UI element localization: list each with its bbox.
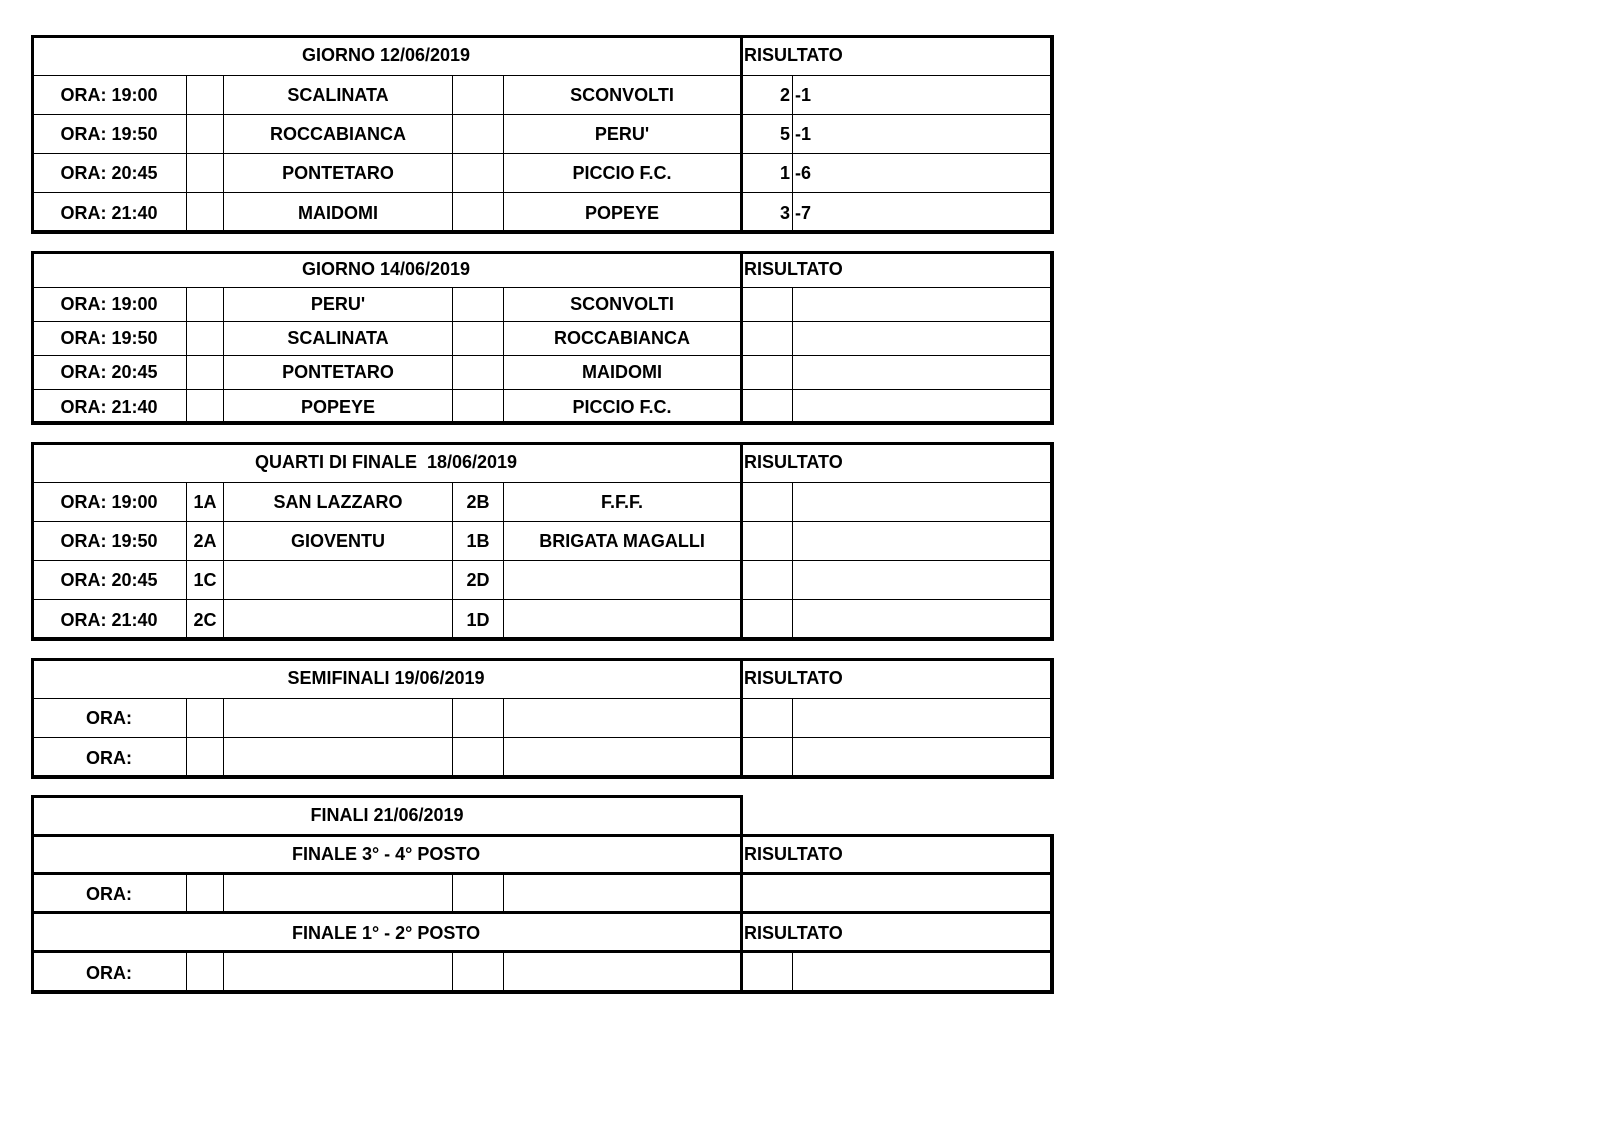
score-away (793, 699, 1054, 738)
match-time: ORA: 20:45 (32, 154, 187, 193)
score-away (793, 600, 1054, 641)
section-finals (31, 795, 1053, 993)
first-place-title: FINALE 1° - 2° POSTO (32, 914, 741, 953)
match-row (32, 522, 1054, 561)
away-team: F.F.F. (504, 483, 741, 522)
match-time: ORA: 21:40 (32, 600, 187, 641)
home-team: ROCCABIANCA (224, 115, 453, 154)
schedule-table (31, 35, 1054, 234)
home-seed (187, 193, 224, 234)
match-row (32, 76, 1054, 115)
match-time: ORA: (32, 699, 187, 738)
match-time: ORA: 21:40 (32, 193, 187, 234)
home-seed (187, 356, 224, 390)
home-seed: 1A (187, 483, 224, 522)
finals-title-table (31, 795, 743, 836)
match-time: ORA: (32, 738, 187, 779)
away-seed (453, 356, 504, 390)
match-time: ORA: 19:00 (32, 288, 187, 322)
result-header: RISULTATO (741, 835, 1054, 875)
score-home (741, 561, 793, 600)
home-seed (187, 76, 224, 115)
score-away (793, 356, 1054, 390)
match-row (32, 288, 1054, 322)
section-title: QUARTI DI FINALE 18/06/2019 (32, 443, 741, 483)
match-time: ORA: 19:50 (32, 115, 187, 154)
schedule-table (31, 442, 1054, 641)
score-away: -6 (793, 154, 1054, 193)
score-away (793, 561, 1054, 600)
schedule-table (31, 251, 1054, 425)
away-team (504, 738, 741, 779)
away-seed (453, 154, 504, 193)
score-away (793, 738, 1054, 779)
away-team: ROCCABIANCA (504, 322, 741, 356)
home-seed: 2A (187, 522, 224, 561)
away-team (504, 561, 741, 600)
home-team (224, 699, 453, 738)
away-team (504, 600, 741, 641)
result-header: RISULTATO (741, 914, 1054, 953)
score-away: -7 (793, 193, 1054, 234)
score-home (741, 356, 793, 390)
score-home (741, 699, 793, 738)
match-row (32, 390, 1054, 425)
home-team: PONTETARO (224, 154, 453, 193)
home-seed (187, 115, 224, 154)
section-giorno-12 (31, 35, 1053, 233)
away-team (504, 699, 741, 738)
away-seed: 2D (453, 561, 504, 600)
score-away: -1 (793, 115, 1054, 154)
score-home: 1 (741, 154, 793, 193)
match-row (32, 115, 1054, 154)
score-away (793, 953, 1054, 994)
home-team: SAN LAZZARO (224, 483, 453, 522)
match-row (32, 154, 1054, 193)
away-team: POPEYE (504, 193, 741, 234)
score-home: 2 (741, 76, 793, 115)
score-home (741, 738, 793, 779)
home-team (224, 875, 453, 914)
away-team: MAIDOMI (504, 356, 741, 390)
away-team (504, 875, 741, 914)
match-time: ORA: 19:50 (32, 522, 187, 561)
away-team: SCONVOLTI (504, 288, 741, 322)
match-row (32, 953, 1054, 994)
home-team: PERU' (224, 288, 453, 322)
score-home (741, 522, 793, 561)
section-title: GIORNO 12/06/2019 (32, 36, 741, 76)
section-title: SEMIFINALI 19/06/2019 (32, 659, 741, 699)
section-giorno-14 (31, 251, 1053, 424)
score-away (793, 522, 1054, 561)
schedule-table (31, 658, 1054, 779)
match-row (32, 561, 1054, 600)
schedule-table (31, 834, 1054, 994)
home-team: GIOVENTU (224, 522, 453, 561)
section-title: GIORNO 14/06/2019 (32, 252, 741, 288)
home-team (224, 953, 453, 994)
section-semifinals (31, 658, 1053, 778)
match-time: ORA: 20:45 (32, 561, 187, 600)
home-seed (187, 738, 224, 779)
match-row (32, 193, 1054, 234)
match-time: ORA: (32, 875, 187, 914)
match-row (32, 600, 1054, 641)
result-header: RISULTATO (741, 252, 1054, 288)
score-home (741, 600, 793, 641)
home-team: SCALINATA (224, 76, 453, 115)
result-header: RISULTATO (741, 659, 1054, 699)
home-seed (187, 390, 224, 425)
away-seed: 1B (453, 522, 504, 561)
section-title: FINALI 21/06/2019 (32, 796, 743, 836)
away-team: PICCIO F.C. (504, 390, 741, 425)
home-team (224, 600, 453, 641)
away-seed (453, 288, 504, 322)
third-place-title: FINALE 3° - 4° POSTO (32, 835, 741, 875)
away-seed (453, 699, 504, 738)
score-home (741, 322, 793, 356)
score-home (741, 390, 793, 425)
away-seed (453, 390, 504, 425)
away-seed (453, 875, 504, 914)
away-team: BRIGATA MAGALLI (504, 522, 741, 561)
home-seed (187, 699, 224, 738)
away-seed (453, 115, 504, 154)
home-team: POPEYE (224, 390, 453, 425)
home-seed (187, 875, 224, 914)
away-seed: 2B (453, 483, 504, 522)
home-team (224, 738, 453, 779)
away-team: PICCIO F.C. (504, 154, 741, 193)
home-seed (187, 154, 224, 193)
score-away (793, 322, 1054, 356)
home-seed (187, 322, 224, 356)
match-row (32, 356, 1054, 390)
away-team: PERU' (504, 115, 741, 154)
away-team (504, 953, 741, 994)
home-seed: 2C (187, 600, 224, 641)
score-home (741, 483, 793, 522)
home-seed (187, 953, 224, 994)
match-time: ORA: 20:45 (32, 356, 187, 390)
score-home (741, 288, 793, 322)
home-team: SCALINATA (224, 322, 453, 356)
match-row (32, 699, 1054, 738)
match-time: ORA: 19:00 (32, 483, 187, 522)
match-time: ORA: 21:40 (32, 390, 187, 425)
section-quarter-finals (31, 442, 1053, 640)
home-seed (187, 288, 224, 322)
match-row (32, 875, 1054, 914)
away-seed (453, 193, 504, 234)
home-seed: 1C (187, 561, 224, 600)
away-seed (453, 953, 504, 994)
away-seed (453, 76, 504, 115)
match-row (32, 738, 1054, 779)
finals-table-wrap (31, 834, 1053, 993)
score-home (741, 953, 793, 994)
away-team: SCONVOLTI (504, 76, 741, 115)
match-time: ORA: 19:00 (32, 76, 187, 115)
score-home: 3 (741, 193, 793, 234)
away-seed (453, 322, 504, 356)
score-away: -1 (793, 76, 1054, 115)
match-time: ORA: 19:50 (32, 322, 187, 356)
match-time: ORA: (32, 953, 187, 994)
score-away (793, 483, 1054, 522)
score (741, 875, 1054, 914)
home-team: PONTETARO (224, 356, 453, 390)
score-away (793, 288, 1054, 322)
away-seed (453, 738, 504, 779)
match-row (32, 322, 1054, 356)
result-header: RISULTATO (741, 36, 1054, 76)
match-row (32, 483, 1054, 522)
home-team (224, 561, 453, 600)
score-home: 5 (741, 115, 793, 154)
result-header: RISULTATO (741, 443, 1054, 483)
score-away (793, 390, 1054, 425)
away-seed: 1D (453, 600, 504, 641)
home-team: MAIDOMI (224, 193, 453, 234)
